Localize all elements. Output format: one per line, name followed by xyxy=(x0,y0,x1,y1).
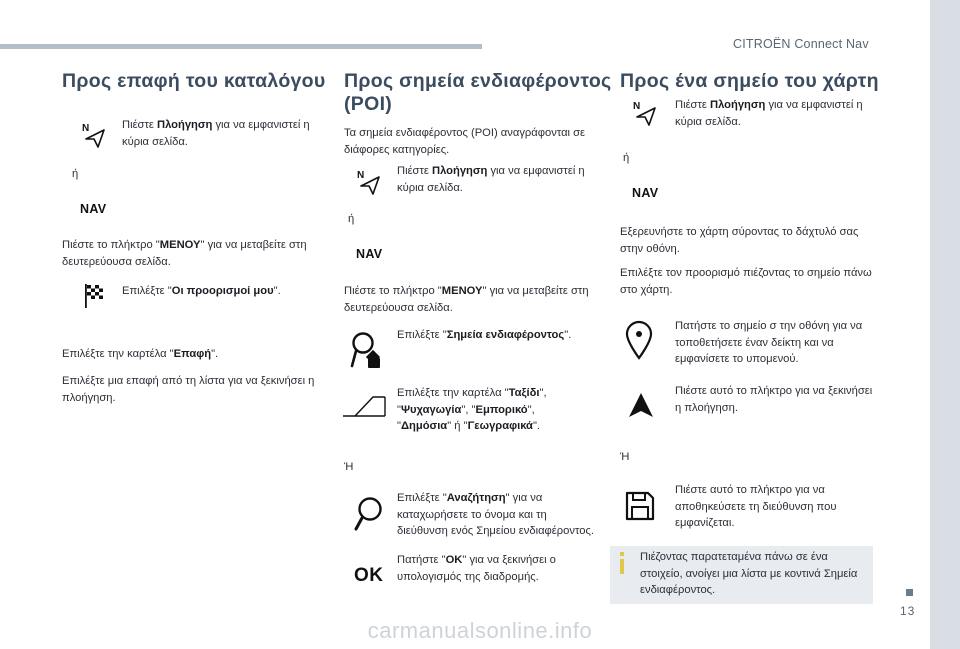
checkered-flag-icon[interactable] xyxy=(83,283,105,309)
svg-text:N: N xyxy=(633,101,641,112)
map-pin-icon[interactable] xyxy=(624,320,654,360)
section-title-map-point: Προς ένα σημείο του χάρτη xyxy=(620,70,879,92)
step-text: Πιέστε αυτό το πλήκτρο για να αποθηκεύσετε τη διεύθυνση που εμφανίζεται. xyxy=(675,484,837,529)
step-text: Πατήστε το σημείο σ την οθόνη για να τοποθετήσετε έναν δείκτη και να εμφανίσετε το υπομενού. xyxy=(675,320,863,365)
step-text: Πιέστε αυτό το πλήκτρο για να ξεκινήσει η πλοήγηση. xyxy=(675,385,873,414)
brand-title: CITROËN Connect Nav xyxy=(733,37,869,51)
intro-text: Τα σημεία ενδιαφέροντος (POI) αναγράφονται σε διάφορες κατηγορίες. xyxy=(344,127,586,156)
or-text: Ή xyxy=(620,451,630,463)
step-text: Πατήστε "OK" για να ξεκινήσει ο υπολογισμός της διαδρομής. xyxy=(397,554,556,583)
page-marker xyxy=(906,589,913,596)
page-number: 13 xyxy=(900,604,916,618)
or-text: ή xyxy=(72,168,79,180)
navigation-icon[interactable] xyxy=(633,100,657,126)
save-icon[interactable] xyxy=(625,491,655,521)
navigation-icon[interactable] xyxy=(357,169,381,195)
or-text: ή xyxy=(623,152,630,164)
section-title-poi: Προς σημεία ενδιαφέροντος (POI) xyxy=(344,70,612,115)
step-text: Επιλέξτε τον προορισμό πιέζοντας το σημείο πάνω στο χάρτη. xyxy=(620,267,872,296)
step-text: Πιέστε το πλήκτρο "ΜΕΝΟΥ" για να μεταβείτε στη δευτερεύουσα σελίδα. xyxy=(344,285,589,314)
nav-button[interactable]: NAV xyxy=(80,202,107,216)
step-text: Πιέστε Πλοήγηση για να εμφανιστεί η κύρια σελίδα. xyxy=(122,119,310,148)
step-text: Πιέστε Πλοήγηση για να εμφανιστεί η κύρια σελίδα. xyxy=(397,165,585,194)
nav-button[interactable]: NAV xyxy=(356,247,383,261)
step-text: Επιλέξτε την καρτέλα "Ταξίδι", "Ψυχαγωγία", "Εμπορικό", "Δημόσια" ή "Γεωγραφικά". xyxy=(397,387,547,432)
svg-text:N: N xyxy=(82,123,90,134)
step-text: Πιέστε το πλήκτρο "ΜΕΝΟΥ" για να μεταβείτε στη δευτερεύουσα σελίδα. xyxy=(62,239,307,268)
nav-button[interactable]: NAV xyxy=(632,186,659,200)
poi-search-icon[interactable] xyxy=(350,330,384,370)
section-title-contact: Προς επαφή του καταλόγου xyxy=(62,70,326,92)
step-text: Επιλέξτε την καρτέλα "Επαφή". xyxy=(62,348,219,360)
navigation-icon[interactable] xyxy=(82,122,106,148)
svg-text:N: N xyxy=(357,170,365,181)
side-band xyxy=(930,0,960,649)
start-navigation-icon[interactable] xyxy=(628,392,654,418)
tab-icon[interactable] xyxy=(341,394,387,420)
step-text: Επιλέξτε "Σημεία ενδιαφέροντος". xyxy=(397,329,572,341)
info-text: Πιέζοντας παρατεταμένα πάνω σε ένα στοιχείο, ανοίγει μια λίστα με κοντινά Σημεία ενδιαφέροντος. xyxy=(640,551,858,596)
step-text: Επιλέξτε μια επαφή από τη λίστα για να ξεκινήσει η πλοήγηση. xyxy=(62,375,315,404)
step-text: Πιέστε Πλοήγηση για να εμφανιστεί η κύρια σελίδα. xyxy=(675,99,863,128)
step-text: Επιλέξτε "Οι προορισμοί μου". xyxy=(122,285,281,297)
info-icon xyxy=(617,552,627,574)
step-text: Εξερευνήστε το χάρτη σύροντας το δάχτυλό σας στην οθόνη. xyxy=(620,226,859,255)
or-text: ή xyxy=(348,213,355,225)
watermark: carmanualsonline.info xyxy=(367,618,593,643)
search-icon[interactable] xyxy=(352,496,384,532)
header-rule xyxy=(0,44,482,49)
step-text: Επιλέξτε "Αναζήτηση" για να καταχωρήσετε το όνομα και τη διεύθυνση ενός Σημείου ενδιαφέροντος. xyxy=(397,492,594,537)
or-text: Ή xyxy=(344,461,354,473)
ok-button[interactable]: OK xyxy=(354,565,384,586)
